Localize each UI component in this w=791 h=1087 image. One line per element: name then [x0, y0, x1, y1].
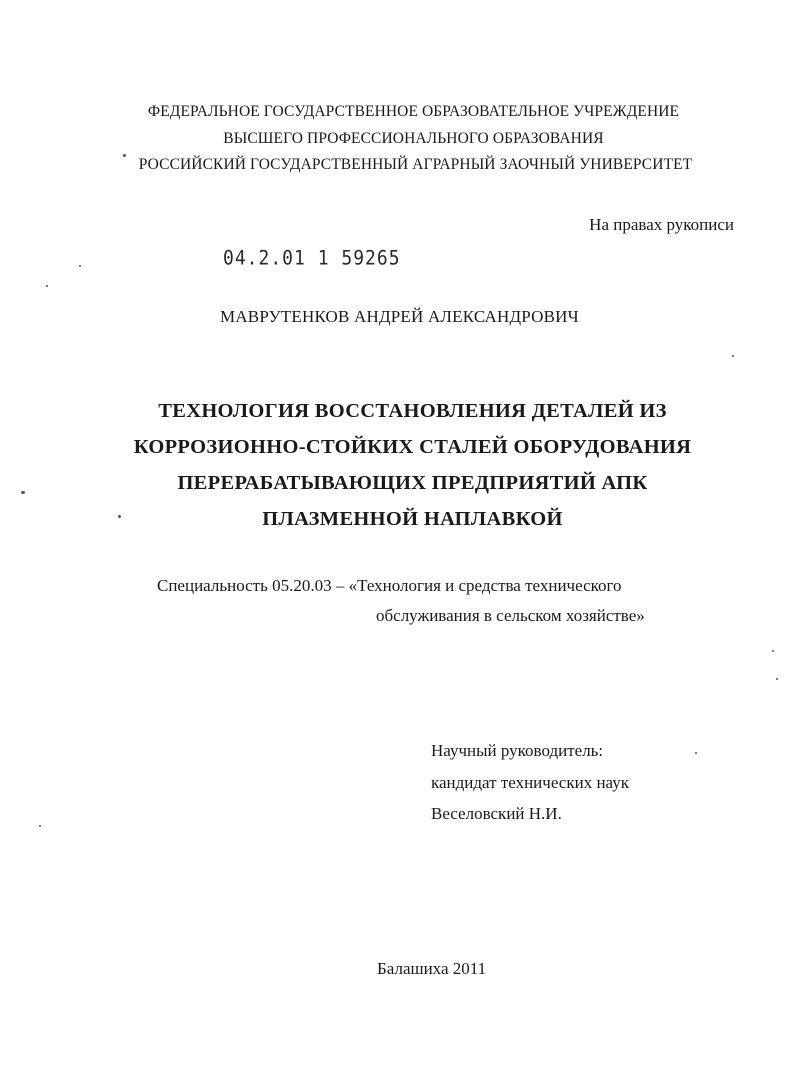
- scan-speck: [695, 752, 697, 754]
- scan-speck: [39, 825, 41, 827]
- specialty-line-2: обслуживания в сельском хозяйстве»: [376, 606, 645, 625]
- supervisor-name: Веселовский Н.И.: [431, 804, 562, 823]
- scan-speck: [46, 285, 48, 287]
- title-line-4: ПЛАЗМЕННОЙ НАПЛАВКОЙ: [262, 508, 563, 530]
- supervisor-label: Научный руководитель:: [431, 741, 604, 760]
- supervisor-degree: кандидат технических наук: [431, 773, 629, 792]
- scan-speck: [732, 355, 734, 357]
- scan-speck: [118, 515, 121, 518]
- organization-line-2: ВЫСШЕГО ПРОФЕССИОНАЛЬНОГО ОБРАЗОВАНИЯ: [223, 130, 604, 147]
- scan-speck: [21, 491, 25, 494]
- specialty-line-1: Специальность 05.20.03 – «Технология и средства технического: [157, 576, 622, 595]
- registry-number-stamp: 04.2.01 1 59265: [223, 246, 401, 270]
- organization-line-3: РОССИЙСКИЙ ГОСУДАРСТВЕННЫЙ АГРАРНЫЙ ЗАОЧНЫЙ УНИВЕРСИТЕТ: [138, 156, 693, 173]
- scan-speck: [776, 678, 778, 680]
- scan-speck: [123, 154, 126, 157]
- title-line-1: ТЕХНОЛОГИЯ ВОССТАНОВЛЕНИЯ ДЕТАЛЕЙ ИЗ: [158, 400, 667, 422]
- scan-speck: [772, 650, 774, 652]
- scan-speck: [79, 265, 81, 267]
- place-year: Балашиха 2011: [377, 959, 487, 978]
- title-line-2: КОРРОЗИОННО-СТОЙКИХ СТАЛЕЙ ОБОРУДОВАНИЯ: [133, 436, 692, 458]
- title-line-3: ПЕРЕРАБАТЫВАЮЩИХ ПРЕДПРИЯТИЙ АПК: [177, 472, 648, 494]
- manuscript-note: На правах рукописи: [589, 215, 734, 234]
- organization-line-1: ФЕДЕРАЛЬНОЕ ГОСУДАРСТВЕННОЕ ОБРАЗОВАТЕЛЬНОЕ УЧРЕЖДЕНИЕ: [147, 103, 680, 120]
- author-name: МАВРУТЕНКОВ АНДРЕЙ АЛЕКСАНДРОВИЧ: [220, 307, 579, 326]
